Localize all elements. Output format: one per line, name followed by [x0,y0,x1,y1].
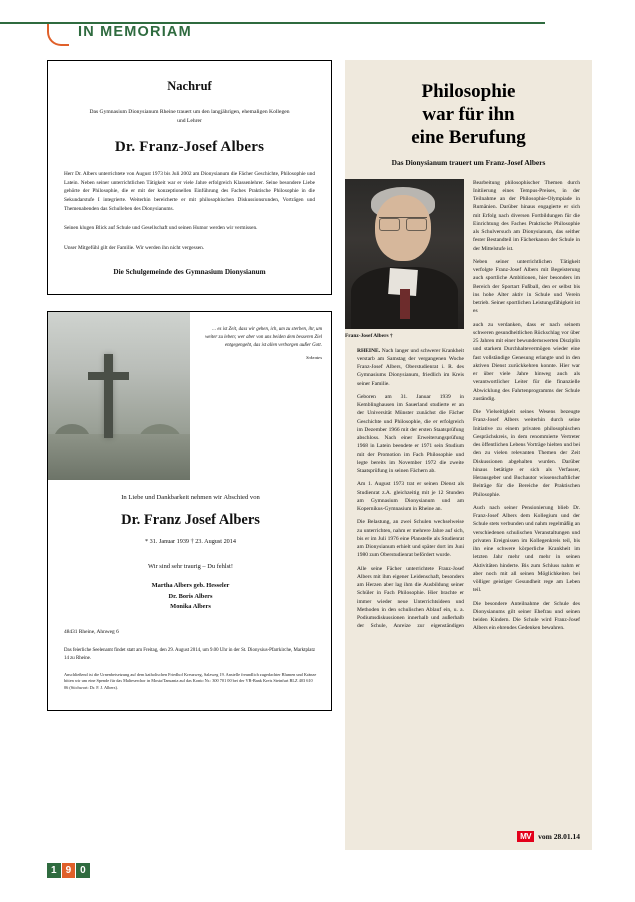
photo-caption: Franz-Josef Albers † [345,332,393,339]
notice-donation-info: Anschließend ist die Urnenbeisetzung auf dem katholischen Friedhof Kreuzweg, Salzweg 19. Anstelle freundlich zugedachter Blumen und Kränze bitten wir um eine Spende für das Malteserchor in Mosta/Tansania auf das Konto Nr.: 300 701 00 bei der VR-Bank Kreis Steinfurt BLZ 403 610 06 (Stichwort: Dr. F. J. Albers). [64,671,317,691]
article-source [517,831,580,842]
portrait-tie-shape [400,289,410,319]
glasses-icon [379,217,427,229]
article-title-line-1: Philosophie [421,81,516,102]
obituary-paragraph-3: Unser Mitgefühl gilt der Familie. Wir werden ihn nicht vergessen. [64,244,205,251]
article-dateline: RHEINE. [357,347,381,354]
cross-icon [104,354,113,438]
article-photo-block [345,179,464,340]
ground-shape [48,434,190,480]
obituary-notice [47,60,332,295]
notice-name: Dr. Franz Josef Albers [121,512,260,529]
obituary-name: Dr. Franz-Josef Albers [114,139,265,156]
family-member: Monika Albers [170,603,211,611]
portrait-photo [345,179,464,329]
notice-service-info: Das feierliche Seelenamt findet statt am Freitag, den 29. August 2014, um 9.00 Uhr in der St. Dionysius-Pfarrkirche, Marktplatz 14 zu Rheine. [64,648,315,661]
article-paragraph: Die besondere Anteilnahme der Schule des Dionysianums gilt seiner Ehefrau und seinen beiden Kindern. Die Schule wird Franz-Josef Albers ein ehrendes Gedenken bewahren. [473,600,580,632]
obituary-signature: Die Schulgemeinde des Gymnasium Dionysianum [113,268,266,277]
notice-verse-author: Sokrates [306,355,322,361]
obituary-lead: Das Gymnasium Dionysianum Rheine trauert um den langjährigen, ehemaligen Kollegen und Lehrer [89,109,290,124]
article-paragraph: Am 1. August 1973 trat er seinen Dienst als Studienrat z.A. gleichzeitig mit je 12 Stunden am Gymnasium Dionysianum und am Kopernikus-Gymnasium in Rheine an. [357,481,464,513]
article-paragraph: Die Belastung, an zwei Schulen wechselweise zu unterrichten, nahm er mehrere Jahre auf sich, bis er im Juli 1976 eine Planstelle als Studienrat am Dionysianum erhielt und später dort im Juni 1980 zum Oberstudienrat befördert wurde. [357,519,464,559]
left-column [47,60,332,711]
page-title: IN MEMORIAM [78,24,192,40]
article-column [345,60,592,850]
article-title-line-2: war für ihn [422,104,515,126]
notice-family [48,581,332,613]
notice-dates: * 31. Januar 1939 † 23. August 2014 [145,538,236,546]
mv-logo: MV [517,831,534,842]
notice-verse-text: … es ist Zeit, dass wir gehen, ich, um zu sterben, ihr, um weiter zu leben; wer aber von uns beiden dem besseren Ziel entgegengeht, das ist allen verborgen außer Gott. [205,327,322,348]
source-date: vom 28.01.14 [538,832,580,841]
family-member: Martha Albers geb. Hesseler [151,582,230,590]
folio-digit-1: 1 [47,863,61,878]
notice-verse [200,326,322,361]
article-subtitle: Das Dionysianum trauert um Franz-Josef Albers [391,157,546,167]
article-title [357,80,580,150]
notice-address: 48431 Rheine, Ahnweg 6 [64,629,119,636]
folio-digit-3: 0 [76,863,90,878]
notice-main [48,494,332,691]
article-paragraph-text: Nach langer und schwerer Krankheit verstarb am Samstag der vergangenen Woche Franz-Josef Albers, Oberstudienrat i. R. des Gymnasiums Dionysianum, friedlich im Kreis seiner Familie. [357,347,465,387]
obituary-paragraph-2: Seinen klugen Blick auf Schule und Gesellschaft und seinen Humor werden wir vermissen. [64,225,258,232]
article-title-line-3: eine Berufung [411,127,526,149]
notice-intro: In Liebe und Dankbarkeit nehmen wir Abschied von [121,494,260,502]
article-body [345,179,580,635]
death-notice [47,311,332,711]
obituary-title: Nachruf [167,79,212,93]
obituary-paragraph-1: Herr Dr. Albers unterrichtete von August 1973 bis Juli 2002 am Dionysianum die Fächer Geschichte, Philosophie und Latein. Neben seiner unterrichtlichen Tätigkeit war er viele Jahre erfolgreich Klassenlehrer. Seine besondere Liebe gehörte der Philosophie, die er mit der konzeptionellen Einführung des Faches Praktische Philosophie in die Sekundarstufe I integrierte. Weiterhin bereicherte er mit philosophischen Diskussionsrunden, Vorträgen und Themenabenden das Schulleben des Dionysianums. [64,171,315,212]
family-member: Dr. Boris Albers [168,592,213,600]
notice-farewell: Wir sind sehr traurig – Du fehlst! [148,563,233,571]
article-paragraph: auch zu verdanken, dass er nach seinem schweren gesundheitlichen Rückschlag vor über 25 Jahren mit einer bewundernswerten Disziplin und starkem Durchhaltevermögen wieder eine fast vollständige Genesung erlangte und in den aktiven Dienst zurückkehren konnte. Hier war er über viele Jahre hinweg auch als verantwortlicher Leiter für die finanzielle Abwicklung des Fahrtenprogramms der Schule zuständig. [473,321,580,402]
cemetery-photo [48,312,190,480]
article-paragraph: Alle seine Fächer unterrichtete Franz-Josef Albers mit ihm eigener Leidenschaft, besonders am Herzen aber lag ihm die Ausbildung seiner Schüler in Fach Philosophie. Hier brachte er immer wieder neue Unterrichtsideen und Methoden in den schulischen Ablauf ein, u. a. Podiumsdiskussionen innerhalb und außerhalb der Schule, Anreize zur eigenständigen Bearbeitung philosophischer Themen durch Initiierung eines Tempus-Preises, in der Teilnahme an der Philosophie-Olympiade in Rumänien. Darüber hinaus engagierte er sich mit Erfolg nach diversen Fortbildungen für die Einrichtung des Faches Praktische Philosophie als Schulversuch am Dionysianum, das seither fester Bestandteil im Fächerkanon der Schule in der Mittelstufe ist. [357,179,580,630]
article-paragraph: Geboren am 31. Januar 1939 in Kemblinghausen im Sauerland studierte er an der Universität Münster zunächst die Fächer Geschichte und Philosophie, die er erfolgreich im Dezember 1966 mit der ersten Staatsprüfung abschloss. Nach einer Erweiterungsprüfung 1968 in Latein beendete er 1971 sein Studium mit der Promotion im Fach Philosophie und legte bereits im November 1972 die zweite Staatsprüfung in seinen Fächern ab. [357,393,464,475]
folio-digit-2: 9 [62,863,76,878]
article-paragraph: Die Vielseitigkeit seines Wesens bezeugte Franz-Josef Albers weiterhin durch seine Initiative zu einem privaten philosophischen Gesprächskreis, in dem renommierte Vertreter des öffentlichen Lebens Vorträge hielten und bei den zu vielen relevanten Themen der Zeit Diskussionen abgehalten wurden. Darüber hinaus betätigte er sich als Verfasser, Herausgeber und Buchautor wissenschaftlicher Beiträge für die Bereiche der Praktischen Philosophie. [473,409,580,498]
page-number [47,863,90,878]
article-paragraph: Neben seiner unterrichtlichen Tätigkeit verfolgte Franz-Josef Albers mit Begeisterung auch sportliche Ambitionen, hier besonders im Bereich der Sportart Fußball, den er selbst bis ins hohe Alter aktiv in Schule und Verein betrieb. Seiner sportlichen Leistungsfähigkeit ist es [473,258,580,315]
article-paragraph: Auch nach seiner Pensionierung blieb Dr. Franz-Josef Albers dem Kollegium und der Schule stets verbunden und nahm regelmäßig an verschiedenen schulischen Veranstaltungen und privaten Ereignissen im Kollegenkreis teil, bis ihn eine schwere körperliche Krankheit im letzten Jahr mehr und mehr in seinen Aktivitäten hinderte. Bis zum Schluss nahm er aber noch mit all seinen Möglichkeiten bei völliger geistiger Gesundheit rege am Leben teil. [473,504,580,594]
header-hook-icon [47,24,69,46]
